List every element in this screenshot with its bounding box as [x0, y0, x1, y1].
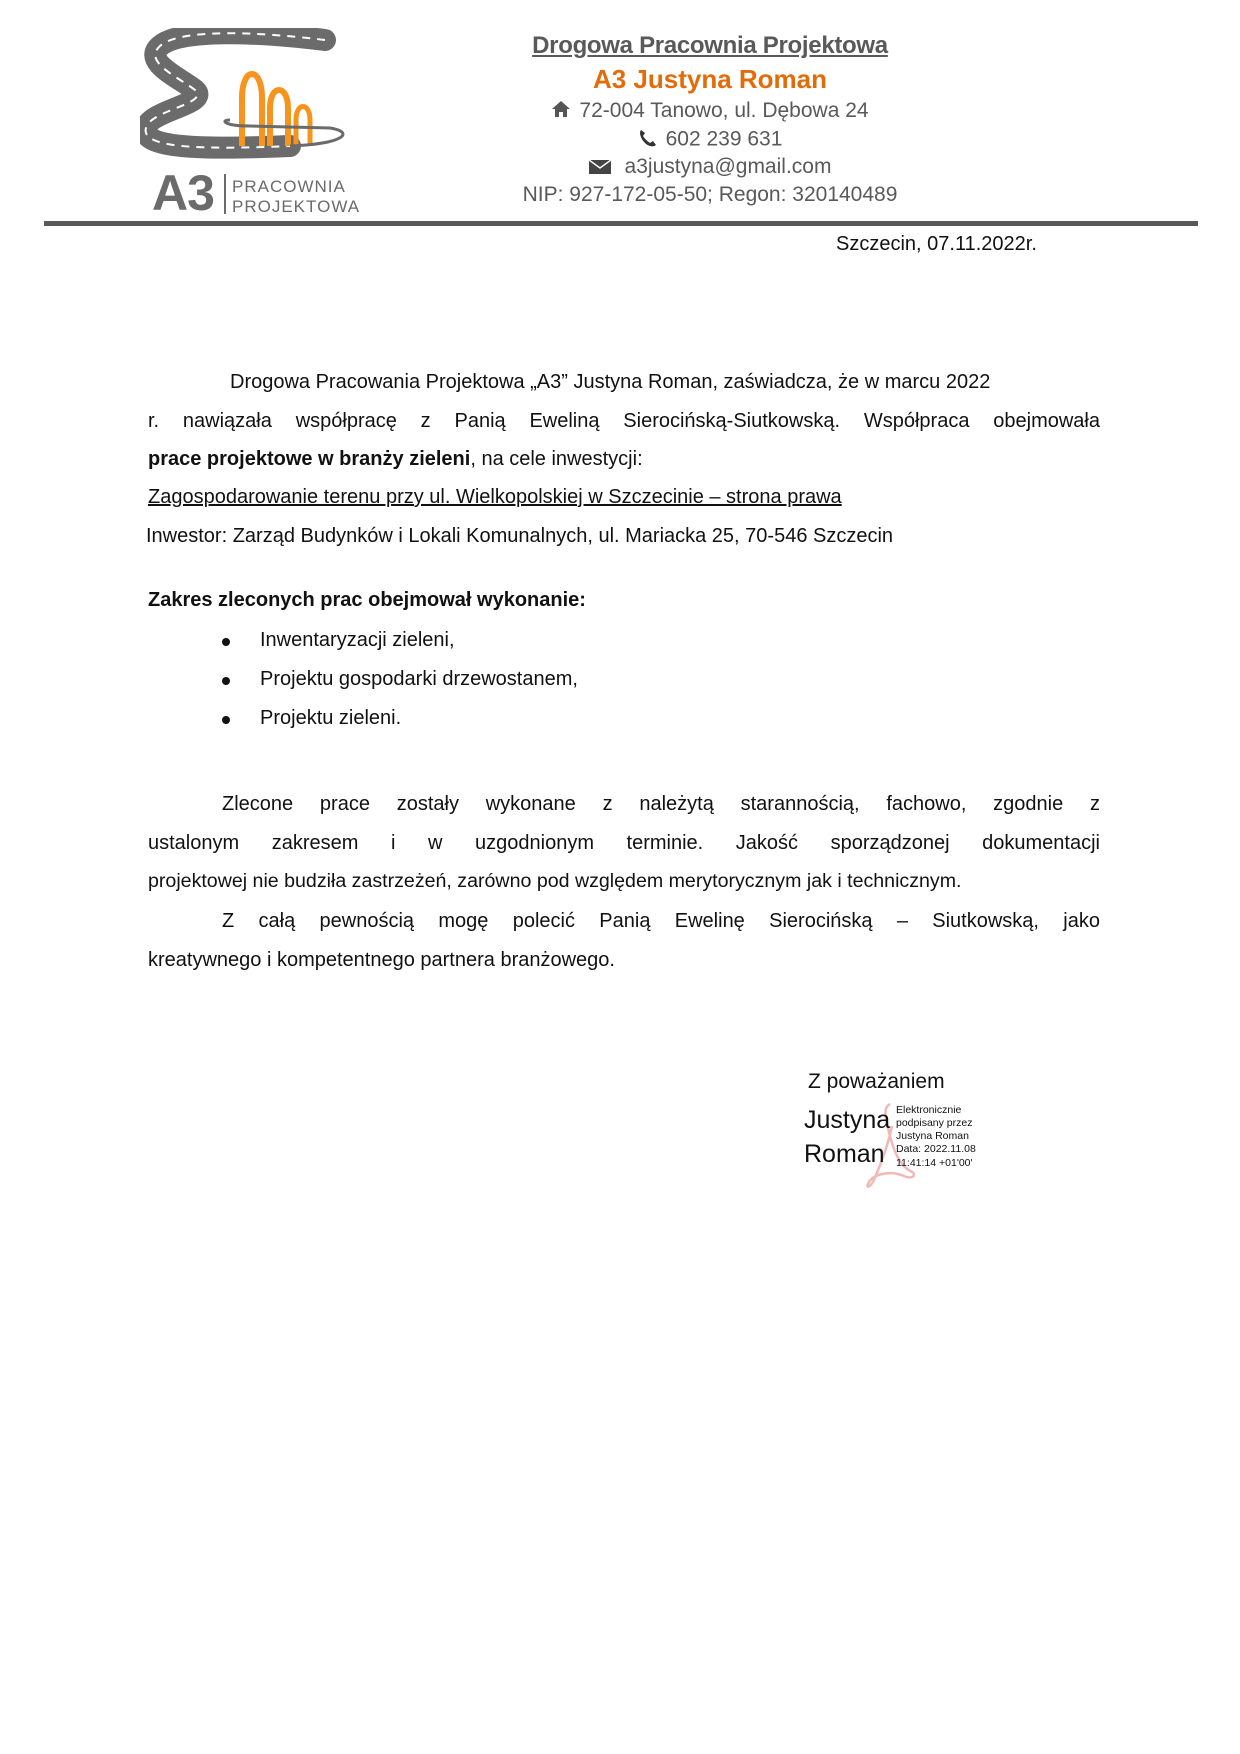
scope-item: Projektu gospodarki drzewostanem,	[260, 668, 578, 690]
company-address	[480, 100, 940, 122]
company-logo	[140, 28, 380, 221]
company-email	[480, 156, 940, 178]
signature-details	[896, 1104, 976, 1170]
company-ids: NIP: 927-172-05-50; Regon: 320140489	[522, 183, 898, 206]
logo-line-1: PRACOWNIA	[232, 177, 346, 196]
place-date: Szczecin, 07.11.2022r.	[836, 233, 1037, 255]
signature-note-3: Justyna Roman	[896, 1130, 969, 1143]
paragraph-3-line-1: Z całą pewnością mogę polecić Panią Ewelinę Sierocińską – Siutkowską, jako	[222, 910, 1100, 932]
closing-salutation: Z poważaniem	[808, 1070, 945, 1093]
scope-item: Inwentaryzacji zieleni,	[260, 629, 455, 651]
email-text: a3justyna@gmail.com	[624, 155, 832, 178]
paragraph-2-line-2: ustalonym zakresem i w uzgodnionym terminie. Jakość sporządzonej dokumentacji	[148, 832, 1100, 854]
paragraph-2-line-1: Zlecone prace zostały wykonane z należytą starannością, fachowo, zgodnie z	[222, 793, 1100, 815]
intro-line-1	[230, 372, 1100, 392]
signature-note-4: Data: 2022.11.08	[896, 1143, 976, 1156]
phone-text: 602 239 631	[665, 127, 783, 151]
company-name: Drogowa Pracownia Projektowa	[532, 32, 888, 59]
intro-bold-scope: prace projektowe w branży zieleni	[148, 448, 471, 470]
digital-signature	[800, 1100, 1000, 1200]
address-text: 72-004 Tanowo, ul. Dębowa 24	[579, 99, 869, 122]
bullet-icon	[222, 716, 230, 724]
home-icon	[551, 100, 571, 122]
bullet-icon	[222, 677, 230, 685]
intro-line-1-text: Drogowa Pracowania Projektowa „A3” Justyna Roman, zaświadcza, że w marcu 2022	[230, 371, 991, 393]
intro-line-2: r. nawiązała współpracę z Panią Eweliną Sierocińską-Siutkowską. Współpraca obejmowała	[148, 410, 1100, 432]
phone-icon	[638, 128, 658, 152]
signature-note-5: 11:41:14 +01'00'	[896, 1156, 973, 1169]
paragraph-3-line-2: kreatywnego i kompetentnego partnera branżowego.	[148, 949, 615, 971]
scope-item: Projektu zieleni.	[260, 707, 402, 729]
signature-name-line-2: Roman	[804, 1140, 885, 1168]
signature-note-2: podpisany przez	[896, 1117, 973, 1130]
signature-name-line-1: Justyna	[804, 1106, 891, 1134]
intro-line-3-rest: , na cele inwestycji:	[470, 448, 643, 470]
road-arches-logo-graphic	[140, 28, 380, 168]
company-owner: A3 Justyna Roman	[592, 64, 828, 94]
envelope-icon	[589, 157, 611, 178]
company-phone	[480, 128, 940, 152]
signature-note-1: Elektronicznie	[896, 1104, 962, 1116]
intro-line-3	[148, 449, 1100, 469]
arch-1	[242, 74, 262, 146]
paragraph-2-line-3: projektowej nie budziła zastrzeżeń, zarówno pod względem merytorycznym jak i technicznym.	[148, 870, 962, 892]
bullet-icon	[222, 638, 230, 646]
scope-heading: Zakres zleconych prac obejmował wykonanie:	[148, 589, 586, 611]
header-divider	[44, 221, 1198, 226]
logo-divider	[224, 174, 226, 214]
logo-brand-mark: A3	[152, 165, 214, 221]
logo-line-2: PROJEKTOWA	[232, 197, 361, 216]
investment-title: Zagospodarowanie terenu przy ul. Wielkopolskiej w Szczecinie – strona prawa	[148, 486, 842, 508]
investor: Inwestor: Zarząd Budynków i Lokali Komunalnych, ul. Mariacka 25, 70-546 Szczecin	[146, 525, 894, 547]
